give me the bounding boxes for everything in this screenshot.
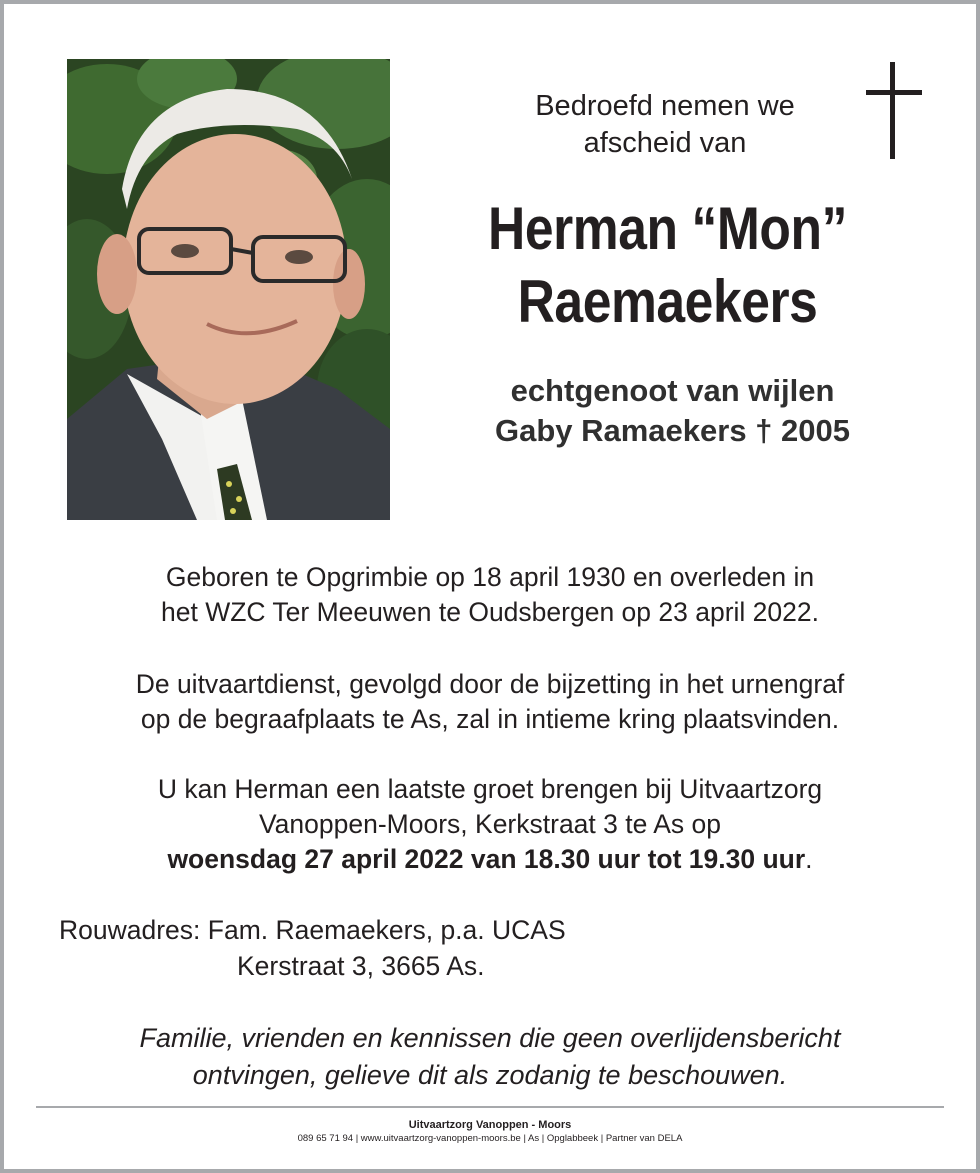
paragraph-line: op de begraafplaats te As, zal in intieme kring plaatsvinden. [140,704,840,734]
closing-note [30,1020,950,1094]
footer-contact-info: 089 65 71 94 | www.uitvaartzorg-vanoppen-moors.be | As | Opglabbeek | Partner van DELA [297,1133,683,1144]
birth-death-paragraph [30,560,950,630]
deceased-name [459,192,876,338]
name-line: Raemaekers [517,268,818,335]
farewell-datetime-line [30,842,950,877]
paragraph-line: Vanoppen-Moors, Kerkstraat 3 te As op [258,809,722,839]
mourning-address-line2: Kerstraat 3, 3665 As. [237,951,485,981]
mourning-address-line1: Rouwadres: Fam. Raemaekers, p.a. UCAS [59,915,566,945]
closing-line: Familie, vrienden en kennissen die geen overlijdensbericht [139,1023,841,1053]
farewell-datetime-end: . [805,844,813,874]
name-line: Herman “Mon” [488,195,847,262]
footer-divider [36,1106,944,1108]
paragraph-line: het WZC Ter Meeuwen te Oudsbergen op 23 april 2022. [161,597,819,627]
paragraph-line: De uitvaartdienst, gevolgd door de bijzetting in het urnengraf [135,669,845,699]
farewell-datetime: woensdag 27 april 2022 van 18.30 uur tot 19.30 uur [167,844,806,874]
intro-line: Bedroefd nemen we [535,90,795,122]
paragraph-line: U kan Herman een laatste groet brengen bij Uitvaartzorg [157,774,823,804]
intro-text [430,88,900,162]
closing-line: ontvingen, gelieve dit als zodanig te beschouwen. [192,1060,788,1090]
farewell-paragraph [30,772,950,877]
funeral-paragraph [30,667,950,737]
portrait-photo [67,59,390,520]
spouse-line: Gaby Ramaekers † 2005 [494,413,851,448]
spouse-text [420,371,925,451]
footer-company-name: Uitvaartzorg Vanoppen - Moors [408,1119,572,1131]
spouse-line: echtgenoot van wijlen [510,373,835,408]
paragraph-line: Geboren te Opgrimbie op 18 april 1930 en overleden in [165,562,815,592]
intro-line: afscheid van [583,127,747,159]
